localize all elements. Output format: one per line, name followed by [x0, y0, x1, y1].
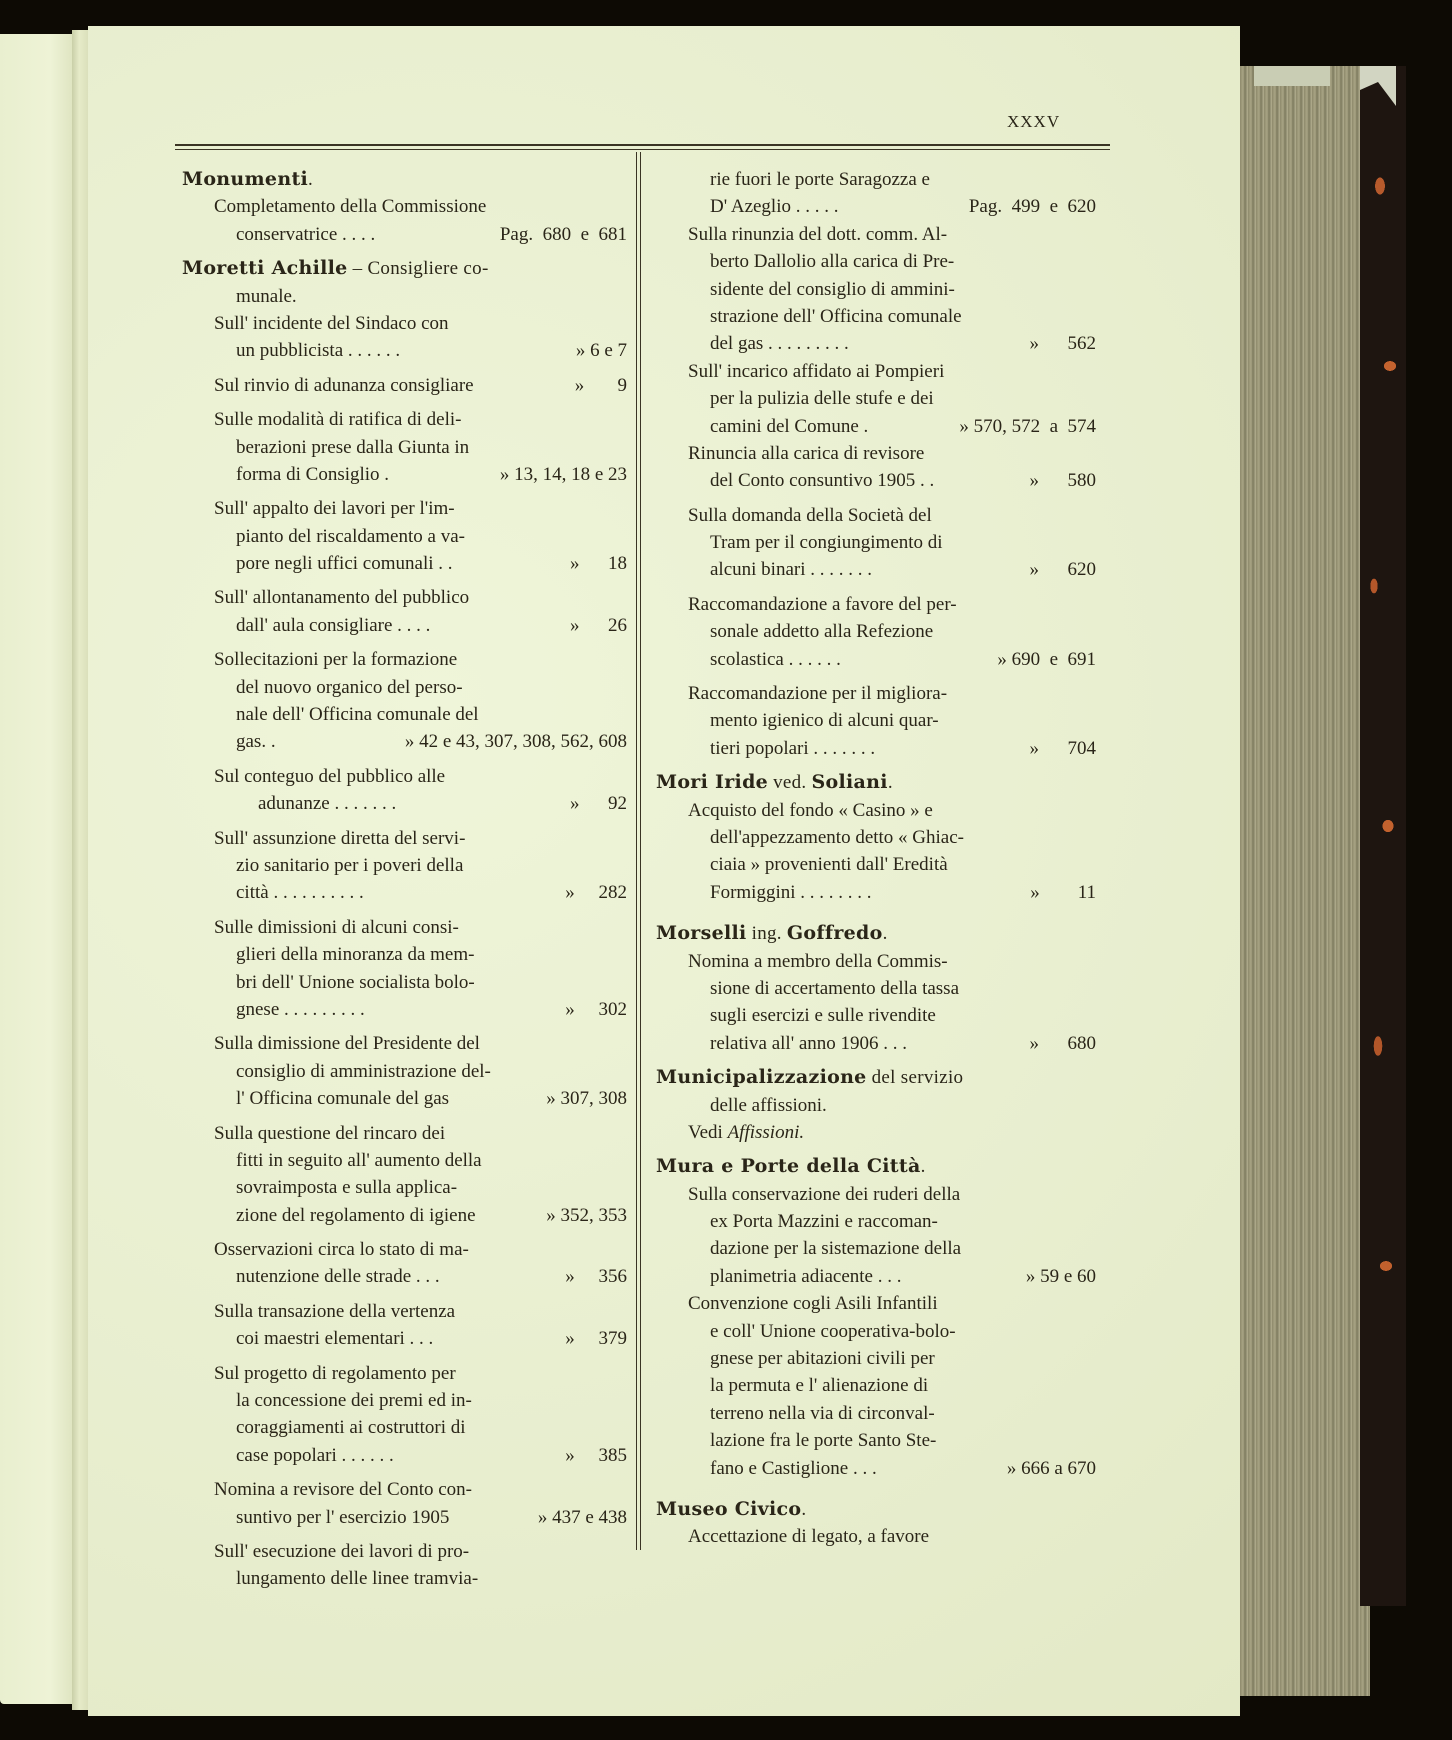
entry-text: un pubblicista . . . . . . — [236, 340, 401, 362]
page-reference: » 11 — [1030, 881, 1096, 903]
index-entry-line — [656, 975, 1096, 1002]
entry-text: tieri popolari . . . . . . . — [710, 737, 876, 759]
index-heading — [656, 920, 1096, 947]
index-entry-line — [182, 790, 627, 817]
index-entry-line — [656, 166, 1096, 193]
index-entry-line — [656, 529, 1096, 556]
entry-text: per la pulizia delle stufe e dei — [710, 388, 934, 410]
index-entry-line — [182, 646, 627, 673]
index-entry-line — [656, 646, 1096, 673]
index-entry-line — [182, 337, 627, 364]
index-entry-line — [182, 1147, 627, 1174]
entry-text: Raccomandazione per il migliora- — [688, 683, 948, 705]
entry-text: del gas . . . . . . . . . — [710, 333, 849, 355]
index-entry-line — [656, 556, 1096, 583]
entry-text: Sul progetto di regolamento per — [214, 1362, 456, 1384]
index-entry-line — [182, 1174, 627, 1201]
index-entry-line — [656, 1092, 1096, 1119]
index-entry-line — [182, 1387, 627, 1414]
entry-text: gas. . — [236, 731, 276, 753]
entry-text: nale dell' Officina comunale del — [236, 704, 479, 726]
entry-text: delle affissioni. — [710, 1094, 827, 1116]
entry-text: l' Officina comunale del gas — [236, 1088, 450, 1110]
heading-name: Museo Civico — [656, 1497, 802, 1520]
index-entry-line — [182, 1058, 627, 1085]
index-entry-line — [182, 852, 627, 879]
entry-text: Sulla questione del rincaro dei — [214, 1122, 446, 1144]
entry-text: Sulla conservazione dei ruderi della — [688, 1183, 961, 1205]
column-divider — [636, 152, 641, 1550]
entry-text: mento igienico di alcuni quar- — [710, 710, 939, 732]
entry-text: ex Porta Mazzini e raccoman- — [710, 1211, 938, 1233]
entry-text: relativa all' anno 1906 . . . — [710, 1032, 908, 1054]
entry-text: Sulla rinunzia del dott. comm. Al- — [688, 223, 948, 245]
entry-text: sonale addetto alla Refezione — [710, 621, 934, 643]
spacer — [182, 818, 627, 825]
entry-text: Sull' incidente del Sindaco con — [214, 312, 449, 334]
page-edges-top — [1254, 66, 1330, 86]
entry-text: fitti in seguito all' aumento della — [236, 1149, 482, 1171]
marbled-cover — [1360, 66, 1406, 1606]
index-entry-line — [182, 1120, 627, 1147]
entry-text: fano e Castiglione . . . — [710, 1457, 877, 1479]
index-entry-line — [182, 1414, 627, 1441]
entry-text: lungamento delle linee tramvia- — [236, 1568, 479, 1590]
index-entry-line — [656, 1523, 1096, 1550]
entry-text: suntivo per l' esercizio 1905 — [236, 1506, 450, 1528]
entry-text: dall' aula consigliare . . . . — [236, 614, 431, 636]
heading-name-2: Soliani — [811, 771, 888, 794]
index-entry-line — [656, 680, 1096, 707]
spacer — [656, 1482, 1096, 1496]
index-entry-line — [182, 1538, 627, 1565]
entry-text: pore negli uffici comunali . . — [236, 553, 453, 575]
index-entry-line — [656, 1290, 1096, 1317]
page-reference: » 9 — [574, 374, 627, 396]
entry-text: Sul rinvio di adunanza consigliare — [214, 374, 474, 396]
entry-text: coi maestri elementari . . . — [236, 1328, 434, 1350]
index-entry-line — [182, 1504, 627, 1531]
heading-name: Mura e Porte della Città — [656, 1155, 921, 1178]
index-entry-line — [182, 701, 627, 728]
index-entry-line — [182, 523, 627, 550]
index-heading — [656, 1153, 1096, 1180]
heading-name: Municipalizzazione — [656, 1066, 867, 1089]
entry-text: zio sanitario per i poveri della — [236, 854, 464, 876]
entry-text: Sulla transazione della vertenza — [214, 1300, 456, 1322]
entry-text: scolastica . . . . . . — [710, 648, 841, 670]
index-entry-line — [656, 358, 1096, 385]
index-entry-line — [182, 1325, 627, 1352]
entry-text: dell'appezzamento detto « Ghiac- — [710, 826, 965, 848]
page-reference: » 666 a 670 — [1006, 1457, 1096, 1479]
spacer — [656, 1057, 1096, 1064]
entry-text: gnese per abitazioni civili per — [710, 1348, 935, 1370]
spacer — [656, 1146, 1096, 1153]
heading-suffix: ing. — [746, 923, 787, 945]
spacer — [182, 1023, 627, 1030]
page-reference: Pag. 499 e 620 — [968, 196, 1096, 218]
index-entry-line — [182, 1442, 627, 1469]
left-page-edge — [0, 34, 72, 1704]
spacer — [182, 1469, 627, 1476]
entry-text: Sulle modalità di ratifica di deli- — [214, 409, 462, 431]
spacer — [182, 756, 627, 763]
index-entry-line — [182, 406, 627, 433]
entry-text: Convenzione cogli Asili Infantili — [688, 1293, 938, 1315]
spacer — [182, 1113, 627, 1120]
page-reference: » 620 — [1029, 559, 1096, 581]
page-reference: » 562 — [1029, 333, 1096, 355]
index-entry-line — [182, 1085, 627, 1112]
index-entry-line — [182, 1202, 627, 1229]
entry-text: lazione fra le porte Santo Ste- — [710, 1430, 937, 1452]
index-entry-line — [656, 276, 1096, 303]
entry-text: zione del regolamento di igiene — [236, 1204, 476, 1226]
index-entry-line — [656, 1372, 1096, 1399]
index-entry-line — [656, 1208, 1096, 1235]
index-entry-line — [182, 495, 627, 522]
spacer — [182, 1229, 627, 1236]
index-entry-line — [182, 1565, 627, 1592]
page-reference: » 704 — [1029, 737, 1096, 759]
page-reference: » 580 — [1029, 470, 1096, 492]
entry-text: Sulle dimissioni di alcuni consi- — [214, 916, 459, 938]
page-reference: » 570, 572 a 574 — [959, 415, 1096, 437]
page-reference: » 437 e 438 — [537, 1506, 627, 1528]
index-entry-line — [656, 385, 1096, 412]
page-reference: » 680 — [1029, 1032, 1096, 1054]
index-entry-line — [656, 440, 1096, 467]
entry-text: Sollecitazioni per la formazione — [214, 649, 458, 671]
index-entry-line — [656, 851, 1096, 878]
entry-text: strazione dell' Officina comunale — [710, 305, 962, 327]
index-entry-line — [182, 1360, 627, 1387]
index-heading — [656, 1496, 1096, 1523]
page-reference: » 352, 353 — [546, 1204, 627, 1226]
spacer — [656, 584, 1096, 591]
page-edges-stack — [1240, 66, 1370, 1696]
index-entry-line — [182, 1263, 627, 1290]
index-heading — [182, 166, 627, 193]
heading-suffix: – Consigliere co- — [347, 258, 489, 280]
index-entry-line — [182, 612, 627, 639]
entry-text: rie fuori le porte Saragozza e — [710, 169, 930, 190]
page-reference: » 379 — [565, 1328, 627, 1350]
page-reference: » 59 e 60 — [1025, 1265, 1096, 1287]
entry-text: Sull' assunzione diretta del servi- — [214, 827, 466, 849]
index-entry-line — [656, 735, 1096, 762]
index-entry-line — [182, 996, 627, 1023]
entry-text: Formiggini . . . . . . . . — [710, 881, 872, 903]
page-reference: » 42 e 43, 307, 308, 562, 608 — [404, 731, 627, 753]
index-entry-line — [656, 618, 1096, 645]
index-entry-line — [182, 763, 627, 790]
index-entry-line — [182, 1476, 627, 1503]
spacer — [182, 488, 627, 495]
index-entry-line — [656, 1318, 1096, 1345]
heading-suffix: . — [801, 1498, 807, 1520]
page-number: XXXV — [1007, 112, 1061, 131]
index-entry-line — [182, 550, 627, 577]
heading-suffix: . — [920, 1156, 926, 1178]
index-entry-line — [656, 591, 1096, 618]
entry-text: Completamento della Commissione — [214, 196, 487, 218]
index-entry-line — [182, 221, 627, 248]
index-entry-line — [182, 434, 627, 461]
index-entry-line — [656, 303, 1096, 330]
index-entry-line — [182, 310, 627, 337]
spacer — [656, 906, 1096, 920]
index-heading — [656, 769, 1096, 796]
entry-text: Sull' allontanamento del pubblico — [214, 587, 470, 609]
entry-text: la concessione dei premi ed in- — [236, 1390, 472, 1412]
header-double-rule — [175, 144, 1110, 150]
entry-text: Sull' esecuzione dei lavori di pro- — [214, 1540, 470, 1562]
spacer — [182, 365, 627, 372]
entry-text: adunanze . . . . . . . — [258, 793, 397, 815]
entry-text: Accettazione di legato, a favore — [688, 1526, 930, 1548]
entry-text: case popolari . . . . . . — [236, 1444, 394, 1466]
spacer — [182, 1291, 627, 1298]
index-entry-line — [182, 372, 627, 399]
index-entry-line — [182, 879, 627, 906]
heading-name: Mori Iride — [656, 771, 769, 794]
index-entry-line — [182, 283, 627, 310]
entry-text: bri dell' Unione socialista bolo- — [236, 971, 475, 993]
page-reference: » 690 e 691 — [997, 648, 1096, 670]
spacer — [182, 577, 627, 584]
index-entry-line — [182, 193, 627, 220]
index-entry-line — [656, 221, 1096, 248]
entry-text: sugli esercizi e sulle rivendite — [710, 1005, 936, 1027]
index-entry-line — [182, 1236, 627, 1263]
right-column — [656, 166, 1096, 1551]
spacer — [182, 248, 627, 255]
entry-text: dazione per la sistemazione della — [710, 1238, 962, 1260]
index-entry-line — [182, 825, 627, 852]
page-reference: Pag. 680 e 681 — [499, 223, 627, 245]
entry-text: D' Azeglio . . . . . — [710, 196, 839, 218]
index-entry-line — [656, 1119, 1096, 1146]
index-entry-line — [182, 914, 627, 941]
entry-text: gnese . . . . . . . . . — [236, 998, 365, 1020]
index-heading — [656, 1064, 1096, 1091]
entry-text: sovraimposta e sulla applica- — [236, 1177, 458, 1199]
page-reference: » 6 e 7 — [575, 340, 627, 362]
spacer — [182, 1353, 627, 1360]
page-reference: » 26 — [570, 614, 627, 636]
index-entry-line — [656, 248, 1096, 275]
entry-text: Sull' incarico affidato ai Pompieri — [688, 360, 945, 382]
entry-text: Tram per il congiungimento di — [710, 532, 943, 554]
spacer — [182, 907, 627, 914]
index-entry-line — [656, 824, 1096, 851]
entry-text: forma di Consiglio . — [236, 463, 390, 485]
spacer — [182, 639, 627, 646]
spacer — [656, 495, 1096, 502]
index-entry-line — [656, 707, 1096, 734]
entry-text: alcuni binari . . . . . . . — [710, 559, 872, 581]
entry-text: berto Dallolio alla carica di Pre- — [710, 251, 955, 273]
heading-name: Moretti Achille — [182, 257, 348, 280]
entry-text: la permuta e l' alienazione di — [710, 1375, 929, 1397]
entry-text: terreno nella via di circonval- — [710, 1402, 935, 1424]
index-entry-line — [656, 1263, 1096, 1290]
index-entry-line — [656, 1400, 1096, 1427]
page-reference: » 356 — [565, 1266, 627, 1288]
entry-text: Osservazioni circa lo stato di ma- — [214, 1239, 469, 1261]
spacer — [182, 1531, 627, 1538]
entry-text: conservatrice . . . . — [236, 223, 376, 245]
entry-italic: Affissioni. — [727, 1121, 805, 1143]
heading-suffix: del servizio — [866, 1067, 964, 1089]
left-column — [182, 166, 627, 1593]
spacer — [656, 673, 1096, 680]
entry-text: Sulla dimissione del Presidente del — [214, 1033, 480, 1055]
index-entry-line — [656, 193, 1096, 220]
index-entry-line — [656, 1455, 1096, 1482]
index-entry-line — [656, 502, 1096, 529]
entry-text: sione di accertamento della tassa — [710, 977, 960, 999]
entry-text: munale. — [236, 285, 297, 307]
entry-text: Sul conteguo del pubblico alle — [214, 765, 446, 787]
entry-text: Nomina a revisore del Conto con- — [214, 1479, 473, 1501]
page-reference: » 302 — [565, 998, 627, 1020]
entry-text: Vedi — [688, 1121, 728, 1143]
entry-text: del Conto consuntivo 1905 . . — [710, 470, 935, 492]
index-entry-line — [656, 413, 1096, 440]
entry-text: ciaia » provenienti dall' Eredità — [710, 854, 948, 876]
index-heading — [182, 255, 627, 282]
entry-text: nutenzione delle strade . . . — [236, 1266, 440, 1288]
index-entry-line — [656, 948, 1096, 975]
index-entry-line — [182, 1030, 627, 1057]
page-reference: » 13, 14, 18 e 23 — [499, 463, 627, 485]
index-entry-line — [182, 461, 627, 488]
heading-suffix-2: . — [882, 923, 888, 945]
page-reference: » 307, 308 — [546, 1088, 627, 1110]
entry-text: città . . . . . . . . . . — [236, 882, 364, 904]
index-entry-line — [656, 1235, 1096, 1262]
index-entry-line — [656, 1345, 1096, 1372]
page-reference: » 385 — [565, 1444, 627, 1466]
entry-text: Acquisto del fondo « Casino » e — [688, 799, 933, 821]
index-entry-line — [656, 797, 1096, 824]
index-entry-line — [656, 330, 1096, 357]
entry-text: Sull' appalto dei lavori per l'im- — [214, 498, 455, 520]
index-entry-line — [656, 467, 1096, 494]
entry-text: glieri della minoranza da mem- — [236, 944, 475, 966]
entry-text: Nomina a membro della Commis- — [688, 950, 948, 972]
entry-text: pianto del riscaldamento a va- — [236, 525, 465, 547]
entry-text: Raccomandazione a favore del per- — [688, 593, 957, 615]
entry-text: berazioni prese dalla Giunta in — [236, 436, 470, 458]
index-entry-line — [182, 969, 627, 996]
entry-text: coraggiamenti ai costruttori di — [236, 1417, 466, 1439]
heading-suffix: ved. — [768, 772, 812, 794]
entry-text: e coll' Unione cooperativa-bolo- — [710, 1320, 956, 1342]
entry-text: consiglio di amministrazione del- — [236, 1060, 491, 1082]
index-entry-line — [182, 674, 627, 701]
entry-text: del nuovo organico del perso- — [236, 676, 463, 698]
index-entry-line — [182, 728, 627, 755]
heading-name: Morselli — [656, 922, 747, 945]
index-entry-line — [656, 1030, 1096, 1057]
entry-text: planimetria adiacente . . . — [710, 1265, 902, 1287]
index-entry-line — [182, 584, 627, 611]
page-reference: » 92 — [570, 793, 627, 815]
index-entry-line — [656, 879, 1096, 906]
heading-name: Monumenti — [182, 168, 309, 190]
spacer — [656, 762, 1096, 769]
entry-text: camini del Comune . — [710, 415, 869, 437]
heading-suffix-2: . — [887, 772, 893, 794]
heading-name-2: Goffredo — [786, 922, 883, 945]
entry-text: sidente del consiglio di ammini- — [710, 278, 955, 300]
index-entry-line — [656, 1002, 1096, 1029]
heading-suffix: . — [308, 169, 314, 190]
index-entry-line — [182, 1298, 627, 1325]
index-entry-line — [656, 1427, 1096, 1454]
entry-text: Sulla domanda della Società del — [688, 504, 932, 526]
index-entry-line — [656, 1181, 1096, 1208]
page-reference: » 18 — [570, 553, 627, 575]
spacer — [182, 399, 627, 406]
entry-text: Rinuncia alla carica di revisore — [688, 442, 925, 464]
index-entry-line — [182, 941, 627, 968]
page-reference: » 282 — [565, 882, 627, 904]
